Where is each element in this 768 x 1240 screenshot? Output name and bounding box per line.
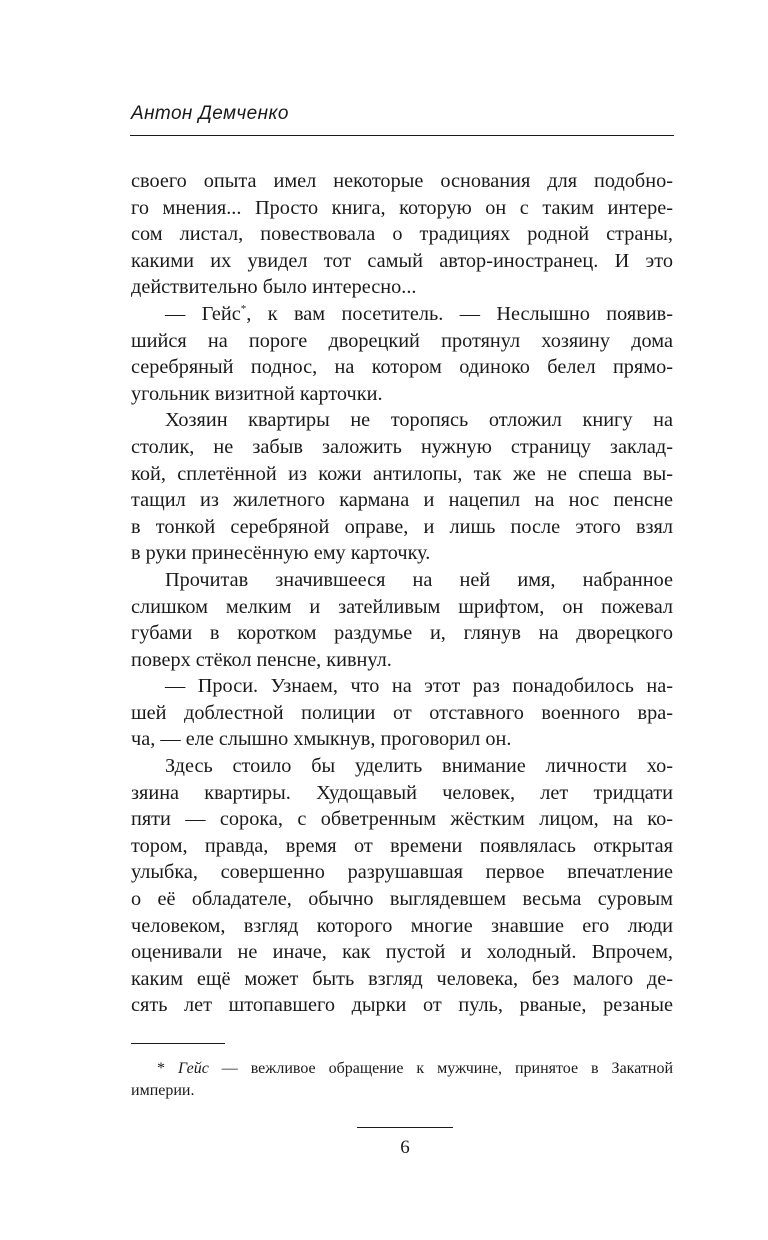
body-line: сять лет штопавшего дырки от пуль, рваные, резаные bbox=[131, 994, 673, 1017]
body-text bbox=[131, 168, 673, 1019]
body-line: серебряный поднос, на котором одиноко белел прямо- bbox=[131, 356, 673, 379]
footnote-text: — вежливое обращение к мужчине, принятое в Закатной bbox=[208, 1060, 674, 1077]
body-line: человеком, взгляд которого многие знавшие его люди bbox=[131, 914, 673, 937]
body-line: о её обладателе, обычно выглядевшем весьма суровым bbox=[131, 888, 673, 911]
body-line: какими их увидел тот самый автор-иностранец. И это bbox=[131, 249, 673, 272]
body-line: пяти — сорока, с обветренным жёстким лицом, на ко- bbox=[131, 808, 673, 831]
body-line: сом листал, повествовала о традициях родной страны, bbox=[131, 223, 673, 246]
footnote-term: Гейс bbox=[177, 1060, 209, 1077]
footnote-line: империи. bbox=[131, 1082, 195, 1099]
body-line: каким ещё может быть взгляд человека, без малого де- bbox=[131, 967, 673, 990]
body-line: поверх стёкол пенсне, кивнул. bbox=[131, 648, 392, 671]
body-line: кой, сплетённой из кожи антилопы, так же не спеша вы- bbox=[131, 462, 673, 485]
body-line: столик, не забыв заложить нужную страницу заклад- bbox=[131, 435, 673, 458]
header-rule bbox=[130, 135, 674, 136]
body-line: зяина квартиры. Худощавый человек, лет тридцати bbox=[131, 781, 673, 804]
body-line-start: — Гейс bbox=[165, 302, 241, 325]
footnote-marker: * bbox=[157, 1060, 165, 1077]
body-line: тащил из жилетного кармана и нацепил на нос пенсне bbox=[131, 489, 673, 512]
body-line: Прочитав значившееся на ней имя, набранное bbox=[165, 568, 673, 591]
body-line: действительно было интересно... bbox=[131, 276, 417, 299]
body-line: Хозяин квартиры не торопясь отложил книгу на bbox=[165, 409, 673, 432]
body-line-rest: , к вам посетитель. — Неслышно появив- bbox=[246, 302, 673, 325]
body-line: угольник визитной карточки. bbox=[131, 382, 383, 405]
body-line: тором, правда, время от времени появлялась открытая bbox=[131, 834, 673, 857]
body-line: в тонкой серебряной оправе, и лишь после этого взял bbox=[131, 515, 673, 538]
body-line: слишком мелким и затейливым шрифтом, он пожевал bbox=[131, 595, 673, 618]
body-line: шийся на пороге дворецкий протянул хозяину дома bbox=[131, 329, 673, 352]
body-line: шей доблестной полиции от отставного военного вра- bbox=[131, 701, 673, 724]
footnote-rule bbox=[131, 1043, 225, 1044]
page-number-rule bbox=[357, 1127, 453, 1128]
footnote-reference-mark: * bbox=[240, 303, 247, 316]
body-line: улыбка, совершенно разрушавшая первое впечатление bbox=[131, 861, 673, 884]
body-line bbox=[131, 301, 673, 328]
body-line: оценивали не иначе, как пустой и холодный. Впрочем, bbox=[131, 941, 673, 964]
body-line: своего опыта имел некоторые основания для подобно- bbox=[131, 170, 673, 192]
body-line: Здесь стоило бы уделить внимание личности хо- bbox=[165, 755, 673, 778]
body-line: в руки принесённую ему карточку. bbox=[131, 542, 431, 565]
running-header-author: Антон Демченко bbox=[131, 103, 289, 124]
body-line: — Проси. Узнаем, что на этот раз понадобилось на- bbox=[165, 675, 673, 698]
page-number: 6 bbox=[400, 1137, 410, 1158]
footnote-line bbox=[131, 1058, 673, 1080]
footnote bbox=[131, 1058, 673, 1102]
body-line: губами в коротком раздумье и, глянув на дворецкого bbox=[131, 622, 673, 645]
body-line: го мнения... Просто книга, которую он с таким интере- bbox=[131, 196, 673, 219]
body-line: ча, — еле слышно хмыкнув, проговорил он. bbox=[131, 728, 512, 751]
